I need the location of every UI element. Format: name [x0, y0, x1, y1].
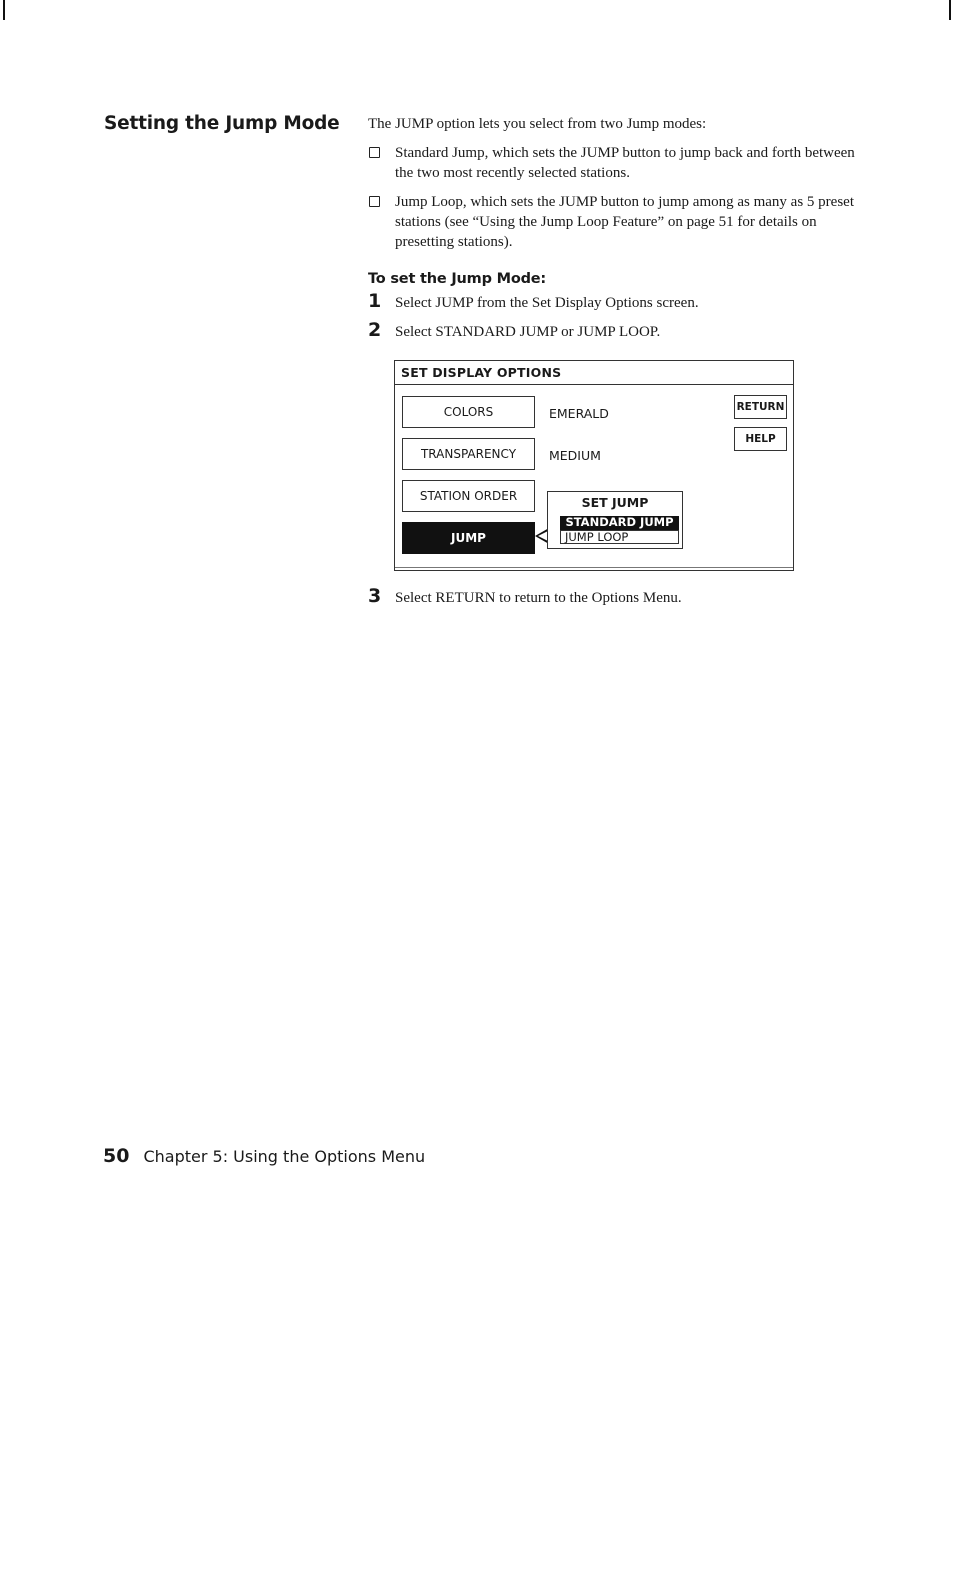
section-title: Setting the Jump Mode: [104, 113, 340, 134]
standard-jump-option[interactable]: STANDARD JUMP: [560, 516, 679, 530]
colors-button[interactable]: COLORS: [402, 396, 535, 428]
main-content: [368, 114, 858, 351]
step-number: 2: [368, 319, 382, 341]
list-item: [368, 143, 858, 183]
step-item: [368, 319, 858, 342]
steps-list-continued: [368, 585, 848, 608]
procedure-title: To set the Jump Mode:: [368, 271, 547, 287]
list-item: [368, 192, 858, 252]
divider: [395, 567, 793, 568]
step-text: Select JUMP from the Set Display Options screen.: [395, 295, 699, 311]
page-edge-mark: [3, 0, 5, 20]
bullet-text: Standard Jump, which sets the JUMP button to jump back and forth between the two most recently selected stations.: [395, 145, 855, 181]
bullet-text: Jump Loop, which sets the JUMP button to jump among as many as 5 preset stations (see “Using the Jump Loop Feature” on page 51 for details on presetting stations).: [395, 194, 854, 250]
step-item: [368, 585, 848, 608]
colors-value: EMERALD: [549, 406, 609, 421]
set-display-options-screen: [394, 360, 794, 571]
step-number: 3: [368, 585, 382, 607]
step-text: Select RETURN to return to the Options Menu.: [395, 590, 682, 606]
jump-button[interactable]: JUMP: [402, 522, 535, 554]
page-number: 50: [103, 1145, 130, 1167]
checkbox-bullet-icon: [369, 147, 380, 158]
divider: [395, 384, 793, 385]
page-edge-mark: [949, 0, 951, 20]
checkbox-bullet-icon: [369, 196, 380, 207]
step-item: [368, 290, 858, 313]
popup-title: SET JUMP: [581, 495, 649, 510]
screen-title: SET DISPLAY OPTIONS: [401, 365, 562, 380]
transparency-value: MEDIUM: [549, 448, 601, 463]
help-button[interactable]: HELP: [734, 427, 787, 451]
return-button[interactable]: RETURN: [734, 395, 787, 419]
steps-list: [368, 290, 858, 342]
jump-loop-option[interactable]: JUMP LOOP: [560, 530, 679, 544]
jump-mode-list: [368, 143, 858, 252]
station-order-button[interactable]: STATION ORDER: [402, 480, 535, 512]
step-text: Select STANDARD JUMP or JUMP LOOP.: [395, 324, 661, 340]
transparency-button[interactable]: TRANSPARENCY: [402, 438, 535, 470]
set-jump-popup: [547, 491, 683, 549]
page-footer: [103, 1145, 425, 1167]
step-number: 1: [368, 290, 382, 312]
chapter-title: Chapter 5: Using the Options Menu: [143, 1147, 426, 1166]
intro-paragraph: The JUMP option lets you select from two Jump modes:: [368, 116, 707, 132]
